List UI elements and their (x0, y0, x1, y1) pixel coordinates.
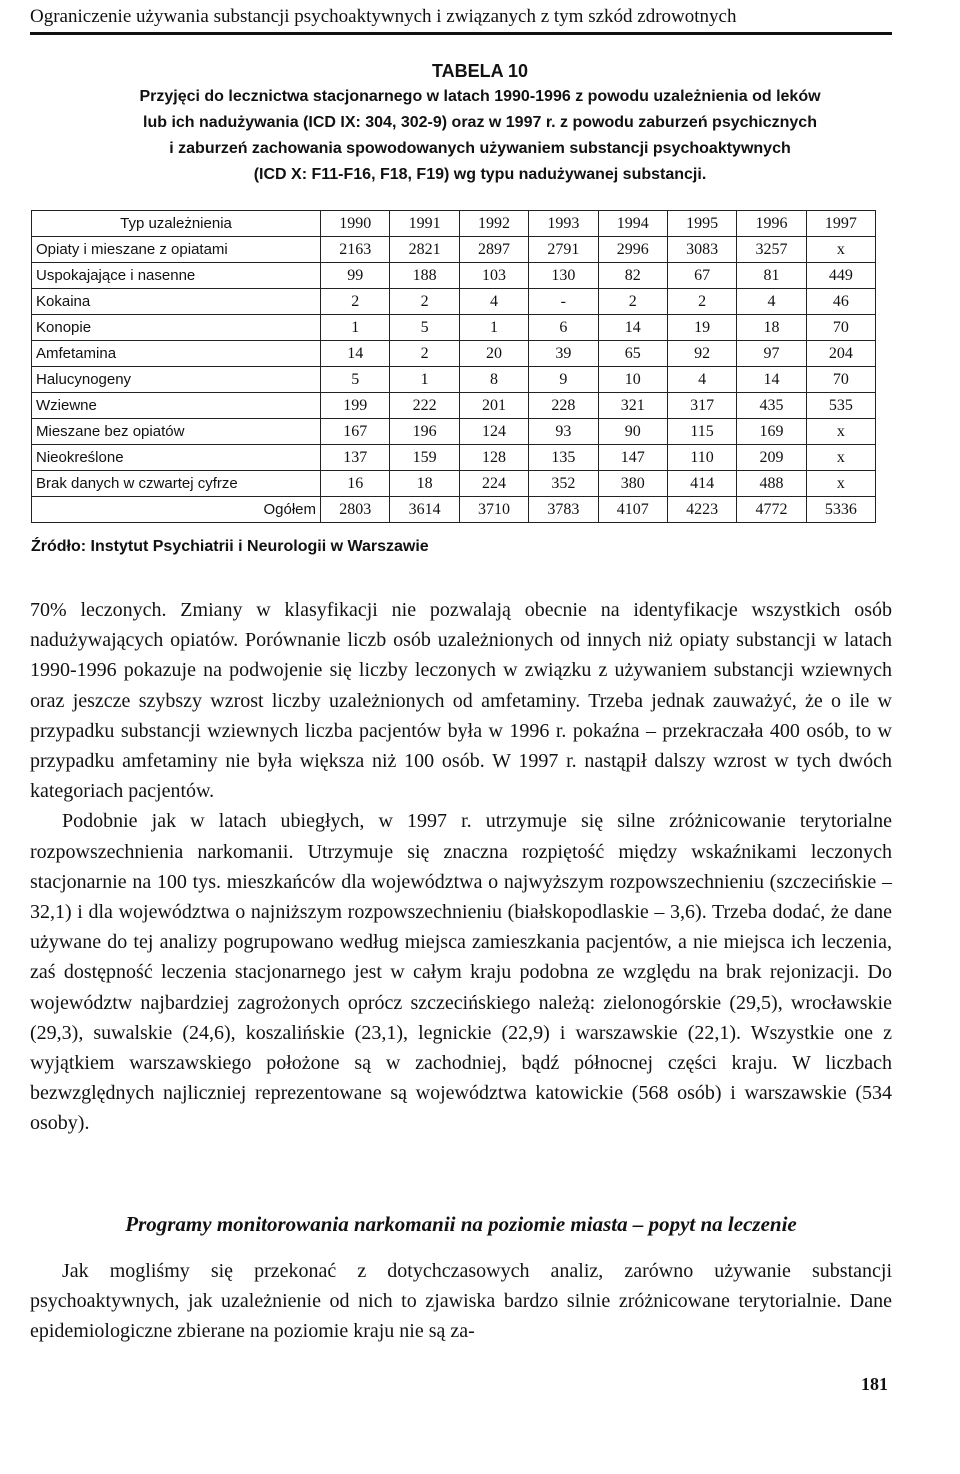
table-cell: 19 (667, 315, 736, 341)
table-cell: 488 (737, 471, 806, 497)
table-total-row (32, 497, 876, 523)
table-cell: 5 (321, 367, 390, 393)
table-cell: 3257 (737, 237, 806, 263)
table-cell: 2791 (529, 237, 598, 263)
table-cell: 169 (737, 419, 806, 445)
table-cell: 199 (321, 393, 390, 419)
table-cell: 14 (737, 367, 806, 393)
column-header-year: 1993 (529, 211, 598, 237)
table-cell: 449 (806, 263, 875, 289)
table-cell: 414 (667, 471, 736, 497)
row-type-label: Wziewne (32, 393, 321, 419)
caption-line: lub ich nadużywania (ICD IX: 304, 302-9) oraz w 1997 r. z powodu zaburzeń psychicznych (143, 114, 817, 131)
total-cell: 3614 (390, 497, 459, 523)
table-cell: 9 (529, 367, 598, 393)
table-row (32, 263, 876, 289)
table-cell: 2897 (459, 237, 528, 263)
table-cell: 435 (737, 393, 806, 419)
table-cell: - (529, 289, 598, 315)
table-row (32, 393, 876, 419)
table-cell: 222 (390, 393, 459, 419)
column-header-year: 1997 (806, 211, 875, 237)
caption-line: Przyjęci do lecznictwa stacjonarnego w latach 1990-1996 z powodu uzależnienia od leków (139, 88, 821, 105)
table-cell: 130 (529, 263, 598, 289)
section-title: Programy monitorowania narkomanii na poziomie miasta – popyt na leczenie (125, 1212, 797, 1236)
table-cell: 46 (806, 289, 875, 315)
table-cell: 14 (598, 315, 667, 341)
row-type-label: Opiaty i mieszane z opiatami (32, 237, 321, 263)
running-header: Ograniczenie używania substancji psychoaktywnych i związanych z tym szkód zdrowotnych (30, 4, 892, 35)
table-cell: 1 (390, 367, 459, 393)
table-cell: 535 (806, 393, 875, 419)
table-cell: x (806, 445, 875, 471)
table-cell: 18 (390, 471, 459, 497)
row-type-label: Kokaina (32, 289, 321, 315)
admissions-table (31, 210, 876, 523)
table-body (32, 237, 876, 497)
table-caption (30, 58, 930, 188)
body-text (30, 595, 892, 1139)
table-cell: 39 (529, 341, 598, 367)
table-cell: 2 (390, 341, 459, 367)
table-row (32, 471, 876, 497)
table-row (32, 445, 876, 471)
table-row (32, 315, 876, 341)
total-cell: 2803 (321, 497, 390, 523)
table-cell: 135 (529, 445, 598, 471)
total-cell: 3710 (459, 497, 528, 523)
column-header-year: 1994 (598, 211, 667, 237)
table-cell: 67 (667, 263, 736, 289)
table-cell: 90 (598, 419, 667, 445)
table-cell: 228 (529, 393, 598, 419)
paragraph: 70% leczonych. Zmiany w klasyfikacji nie pozwalają obecnie na identyfikacje wszystkich osób nadużywających opiatów. Porównanie liczb osób uzależnionych od innych niż opiaty substancji w latach 1990-1996 pokazuje na podwojenie się liczby leczonych w związku z używaniem substancji wziewnych oraz jeszcze szybszy wzrost liczby uzależnionych od amfetaminy. Trzeba jednak zauważyć, że o ile w przypadku substancji wziewnych liczba pacjentów była w 1996 r. pokaźna – przekraczała 400 osób, to w przypadku amfetaminy nie była większa niż 100 osób. W 1997 r. nastąpił dalszy wzrost w tych dwóch kategoriach pacjentów. (30, 599, 892, 803)
table-label: TABELA 10 (431, 61, 528, 81)
paragraph: Podobnie jak w latach ubiegłych, w 1997 r. utrzymuje się silne zróżnicowanie terytorialne rozpowszechnienia narkomanii. Utrzymuje się znaczna rozpiętość między wskaźnikami leczonych stacjonarnie na 100 tys. mieszkańców dla województwa o najwyższym rozpowszechnieniu (szczecińskie – 32,1) i dla województwa o najniższym rozpowszechnieniu (białskopodlaskie – 3,6). Trzeba dodać, że dane używane do tej analizy pogrupowano według miejsca zamieszkania pacjentów, a nie miejsca ich leczenia, zaś dostępność leczenia stacjonarnego jest w całym kraju podobna ze względu na brak rejonizacji. Do województw najbardziej zagrożonych oprócz szczecińskiego należą: zielonogórskie (29,5), wrocławskie (29,3), suwalskie (24,6), koszalińskie (23,1), legnickie (22,9) i warszawskie (22,1). Wszystkie one z wyjątkiem warszawskiego położone są w zachodniej, bądź północnej części kraju. W liczbach bezwzględnych najliczniej reprezentowane są województwa katowickie (568 osób) i warszawskie (534 osoby). (30, 810, 892, 1135)
row-type-label: Konopie (32, 315, 321, 341)
table-cell: 6 (529, 315, 598, 341)
table-cell: 99 (321, 263, 390, 289)
row-type-label: Brak danych w czwartej cyfrze (32, 471, 321, 497)
table-cell: 196 (390, 419, 459, 445)
table-cell: 81 (737, 263, 806, 289)
total-cell: 4107 (598, 497, 667, 523)
table-cell: 3083 (667, 237, 736, 263)
table-row (32, 341, 876, 367)
table-cell: 10 (598, 367, 667, 393)
caption-line: (ICD X: F11-F16, F18, F19) wg typu nadużywanej substancji. (253, 166, 707, 183)
table-cell: 103 (459, 263, 528, 289)
column-header-year: 1995 (667, 211, 736, 237)
table-cell: 8 (459, 367, 528, 393)
table-cell: 82 (598, 263, 667, 289)
total-label: Ogółem (32, 497, 321, 523)
table-cell: 2996 (598, 237, 667, 263)
table-cell: 2 (390, 289, 459, 315)
table-cell: 97 (737, 341, 806, 367)
row-type-label: Mieszane bez opiatów (32, 419, 321, 445)
table-cell: 224 (459, 471, 528, 497)
table-cell: 4 (667, 367, 736, 393)
table-cell: 188 (390, 263, 459, 289)
table-cell: 2163 (321, 237, 390, 263)
table-cell: 317 (667, 393, 736, 419)
row-type-label: Nieokreślone (32, 445, 321, 471)
table-cell: 110 (667, 445, 736, 471)
table-cell: 159 (390, 445, 459, 471)
table-cell: 4 (459, 289, 528, 315)
table-cell: 147 (598, 445, 667, 471)
total-cell: 5336 (806, 497, 875, 523)
row-type-label: Halucynogeny (32, 367, 321, 393)
table-cell: 2 (321, 289, 390, 315)
table-cell: 1 (459, 315, 528, 341)
total-cell: 3783 (529, 497, 598, 523)
caption-line: i zaburzeń zachowania spowodowanych używaniem substancji psychoaktywnych (169, 140, 791, 157)
table-row (32, 237, 876, 263)
column-header-year: 1990 (321, 211, 390, 237)
table-cell: 380 (598, 471, 667, 497)
paragraph: Jak mogliśmy się przekonać z dotychczasowych analiz, zarówno używanie substancji psychoaktywnych, jak uzależnienie od nich to zjawiska bardzo silnie zróżnicowane terytorialnie. Dane epidemiologiczne zbierane na poziomie kraju nie są za- (30, 1260, 892, 1343)
table-cell: 70 (806, 315, 875, 341)
table-cell: 2821 (390, 237, 459, 263)
table-cell: 93 (529, 419, 598, 445)
table-cell: 2 (667, 289, 736, 315)
table-cell: x (806, 419, 875, 445)
table-cell: 209 (737, 445, 806, 471)
table-cell: 137 (321, 445, 390, 471)
table-cell: 4 (737, 289, 806, 315)
table-cell: 16 (321, 471, 390, 497)
table-cell: 167 (321, 419, 390, 445)
column-header-year: 1996 (737, 211, 806, 237)
table-cell: 20 (459, 341, 528, 367)
table-cell: 352 (529, 471, 598, 497)
total-cell: 4772 (737, 497, 806, 523)
table-cell: 128 (459, 445, 528, 471)
table-cell: x (806, 237, 875, 263)
table-cell: x (806, 471, 875, 497)
table-cell: 70 (806, 367, 875, 393)
table-row (32, 419, 876, 445)
column-header-year: 1991 (390, 211, 459, 237)
table-cell: 201 (459, 393, 528, 419)
column-header-year: 1992 (459, 211, 528, 237)
row-type-label: Uspokajające i nasenne (32, 263, 321, 289)
table-source: Źródło: Instytut Psychiatrii i Neurologii w Warszawie (31, 538, 429, 555)
table-cell: 5 (390, 315, 459, 341)
table-row (32, 289, 876, 315)
table-cell: 1 (321, 315, 390, 341)
closing-text (30, 1256, 892, 1347)
table-cell: 204 (806, 341, 875, 367)
column-header-type: Typ uzależnienia (32, 211, 321, 237)
page-number: 181 (861, 1374, 888, 1394)
table-cell: 18 (737, 315, 806, 341)
total-cell: 4223 (667, 497, 736, 523)
table-row (32, 367, 876, 393)
row-type-label: Amfetamina (32, 341, 321, 367)
table-header-row (32, 211, 876, 237)
table-cell: 124 (459, 419, 528, 445)
table-cell: 65 (598, 341, 667, 367)
table-cell: 321 (598, 393, 667, 419)
table-cell: 92 (667, 341, 736, 367)
table-cell: 14 (321, 341, 390, 367)
table-cell: 2 (598, 289, 667, 315)
table-cell: 115 (667, 419, 736, 445)
